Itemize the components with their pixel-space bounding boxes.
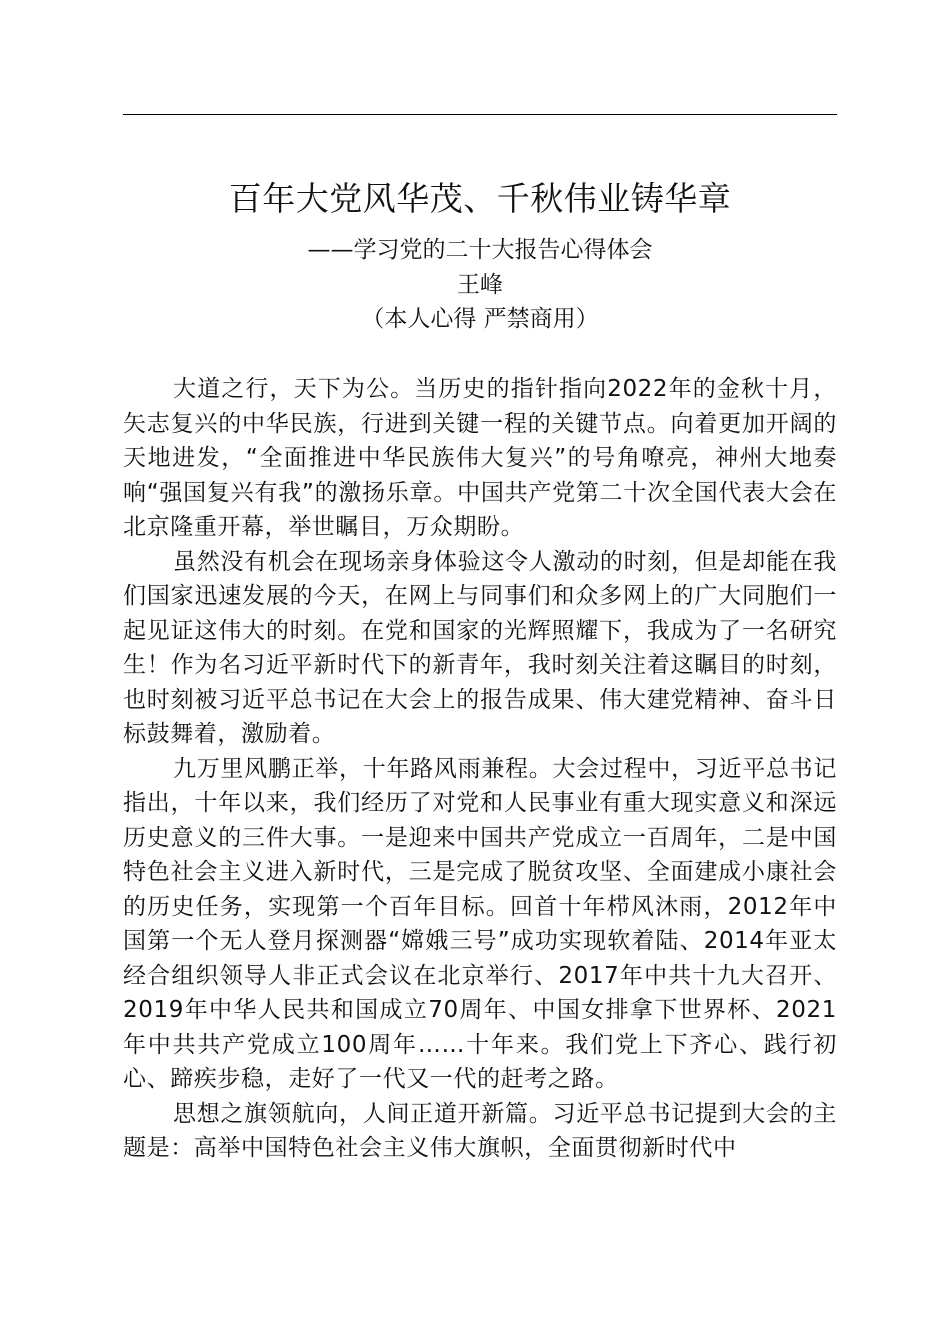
paragraph: 大道之行，天下为公。当历史的指针指向2022年的金秋十月，矢志复兴的中华民族，行进到关键一程的关键节点。向着更加开阔的天地进发，“全面推进中华民族伟大复兴”的号角嘹亮，神州大地奏响“强国复兴有我”的激扬乐章。中国共产党第二十次全国代表大会在北京隆重开幕，举世瞩目，万众期盼。: [123, 376, 837, 540]
paragraph: 九万里风鹏正举，十年路风雨兼程。大会过程中，习近平总书记指出，十年以来，我们经历了对党和人民事业有重大现实意义和深远历史意义的三件大事。一是迎来中国共产党成立一百周年，二是中国特色社会主义进入新时代，三是完成了脱贫攻坚、全面建成小康社会的历史任务，实现第一个百年目标。回首十年栉风沐雨，2012年中国第一个无人登月探测器“嫦娥三号”成功实现软着陆、2014年亚太经合组织领导人非正式会议在北京举行、2017年中共十九大召开、2019年中华人民共和国成立70周年、中国女排拿下世界杯、2021年中共共产党成立100周年……十年来。我们党上下齐心、践行初心、蹄疾步稳，走好了一代又一代的赶考之路。: [123, 755, 837, 1092]
paragraph: 虽然没有机会在现场亲身体验这令人激动的时刻，但是却能在我们国家迅速发展的今天，在网上与同事们和众多网上的广大同胞们一起见证这伟大的时刻。在党和国家的光辉照耀下，我成为了一名研究生！作为名习近平新时代下的新青年，我时刻关注着这瞩目的时刻，也时刻被习近平总书记在大会上的报告成果、伟大建党精神、奋斗日标鼓舞着，激励着。: [123, 548, 837, 747]
document-title: 百年大党风华茂、千秋伟业铸华章: [228, 179, 732, 218]
document-subtitle: ——学习党的二十大报告心得体会: [307, 237, 653, 263]
header-rule: [123, 114, 837, 115]
document-body: [123, 372, 837, 1166]
document-author: 王峰: [457, 272, 503, 298]
document-note: （本人心得 严禁商用）: [361, 306, 599, 332]
paragraph: 思想之旗领航向，人间正道开新篇。习近平总书记提到大会的主题是：高举中国特色社会主义伟大旗帜，全面贯彻新时代中: [123, 1100, 837, 1161]
